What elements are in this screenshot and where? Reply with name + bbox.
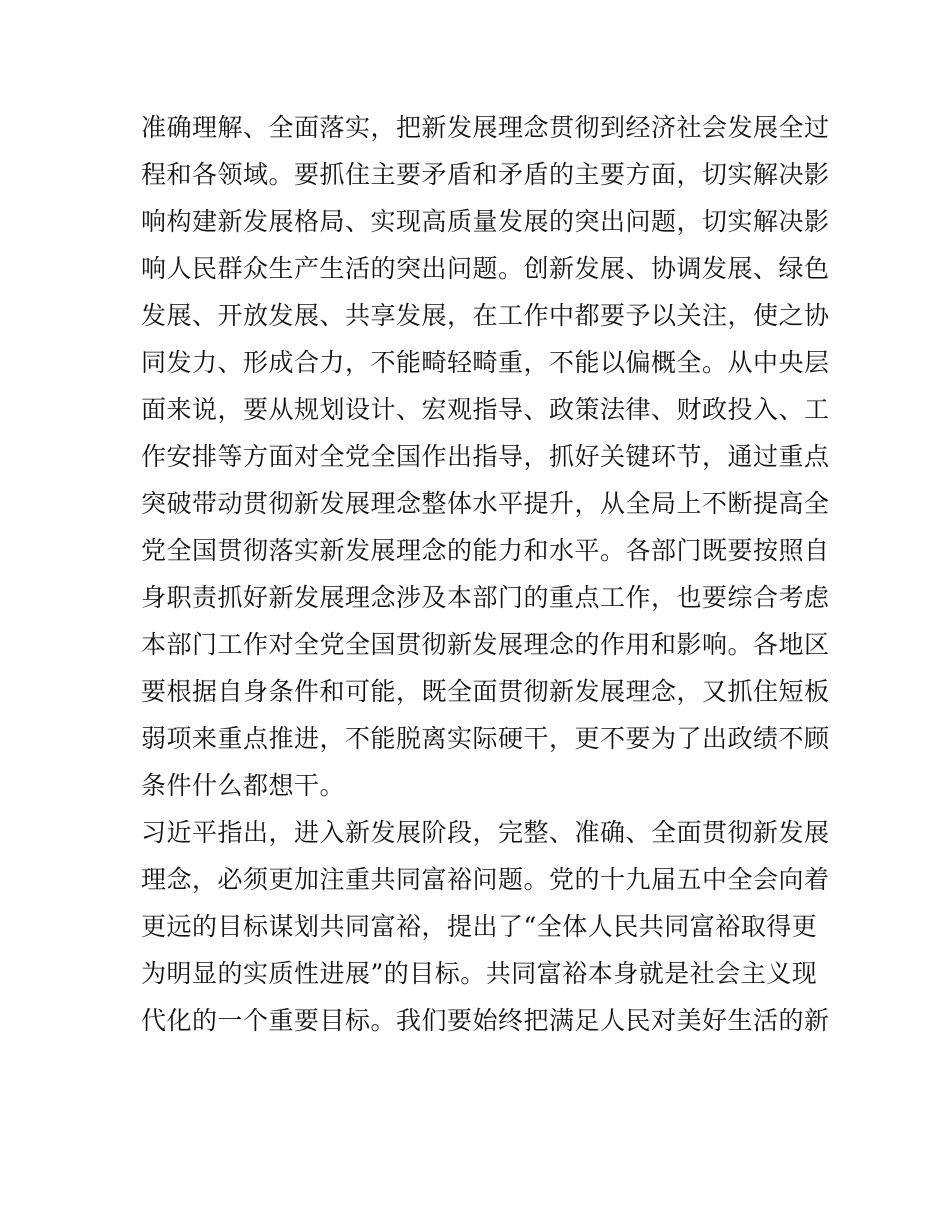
text-line: 响人民群众生产生活的突出问题。创新发展、协调发展、绿色 [141,254,830,283]
text-line: 党全国贯彻落实新发展理念的能力和水平。各部门既要按照自 [141,536,830,565]
text-line: 条件什么都想干。 [141,771,346,800]
text-line: 同发力、形成合力，不能畸轻畸重，不能以偏概全。从中央层 [141,348,830,377]
text-line: 发展、开放发展、共享发展，在工作中都要予以关注，使之协 [141,301,830,330]
paragraph-2 [141,809,830,1044]
text-line: 为明显的实质性进展”的目标。共同富裕本身就是社会主义现 [141,959,818,988]
text-line: 面来说，要从规划设计、宏观指导、政策法律、财政投入、工 [141,395,830,424]
text-line: 弱项来重点推进，不能脱离实际硬干，更不要为了出政绩不顾 [141,724,830,753]
text-line: 响构建新发展格局、实现高质量发展的突出问题，切实解决影 [141,207,830,236]
text-line: 要根据自身条件和可能，既全面贯彻新发展理念，又抓住短板 [141,677,830,706]
text-line: 理念，必须更加注重共同富裕问题。党的十九届五中全会向着 [141,865,830,894]
text-line: 身职责抓好新发展理念涉及本部门的重点工作，也要综合考虑 [141,583,830,612]
text-line: 习近平指出，进入新发展阶段，完整、准确、全面贯彻新发展 [141,818,830,847]
text-line: 突破带动贯彻新发展理念整体水平提升，从全局上不断提高全 [141,489,830,518]
text-line: 准确理解、全面落实，把新发展理念贯彻到经济社会发展全过 [141,113,830,142]
text-line: 程和各领域。要抓住主要矛盾和矛盾的主要方面，切实解决影 [141,160,830,189]
text-line: 本部门工作对全党全国贯彻新发展理念的作用和影响。各地区 [141,630,830,659]
paragraph-1 [141,104,830,809]
text-line: 代化的一个重要目标。我们要始终把满足人民对美好生活的新 [141,1006,830,1035]
text-line: 作安排等方面对全党全国作出指导，抓好关键环节，通过重点 [141,442,830,471]
document-body [141,104,830,1044]
text-line: 更远的目标谋划共同富裕，提出了“全体人民共同富裕取得更 [141,912,818,941]
